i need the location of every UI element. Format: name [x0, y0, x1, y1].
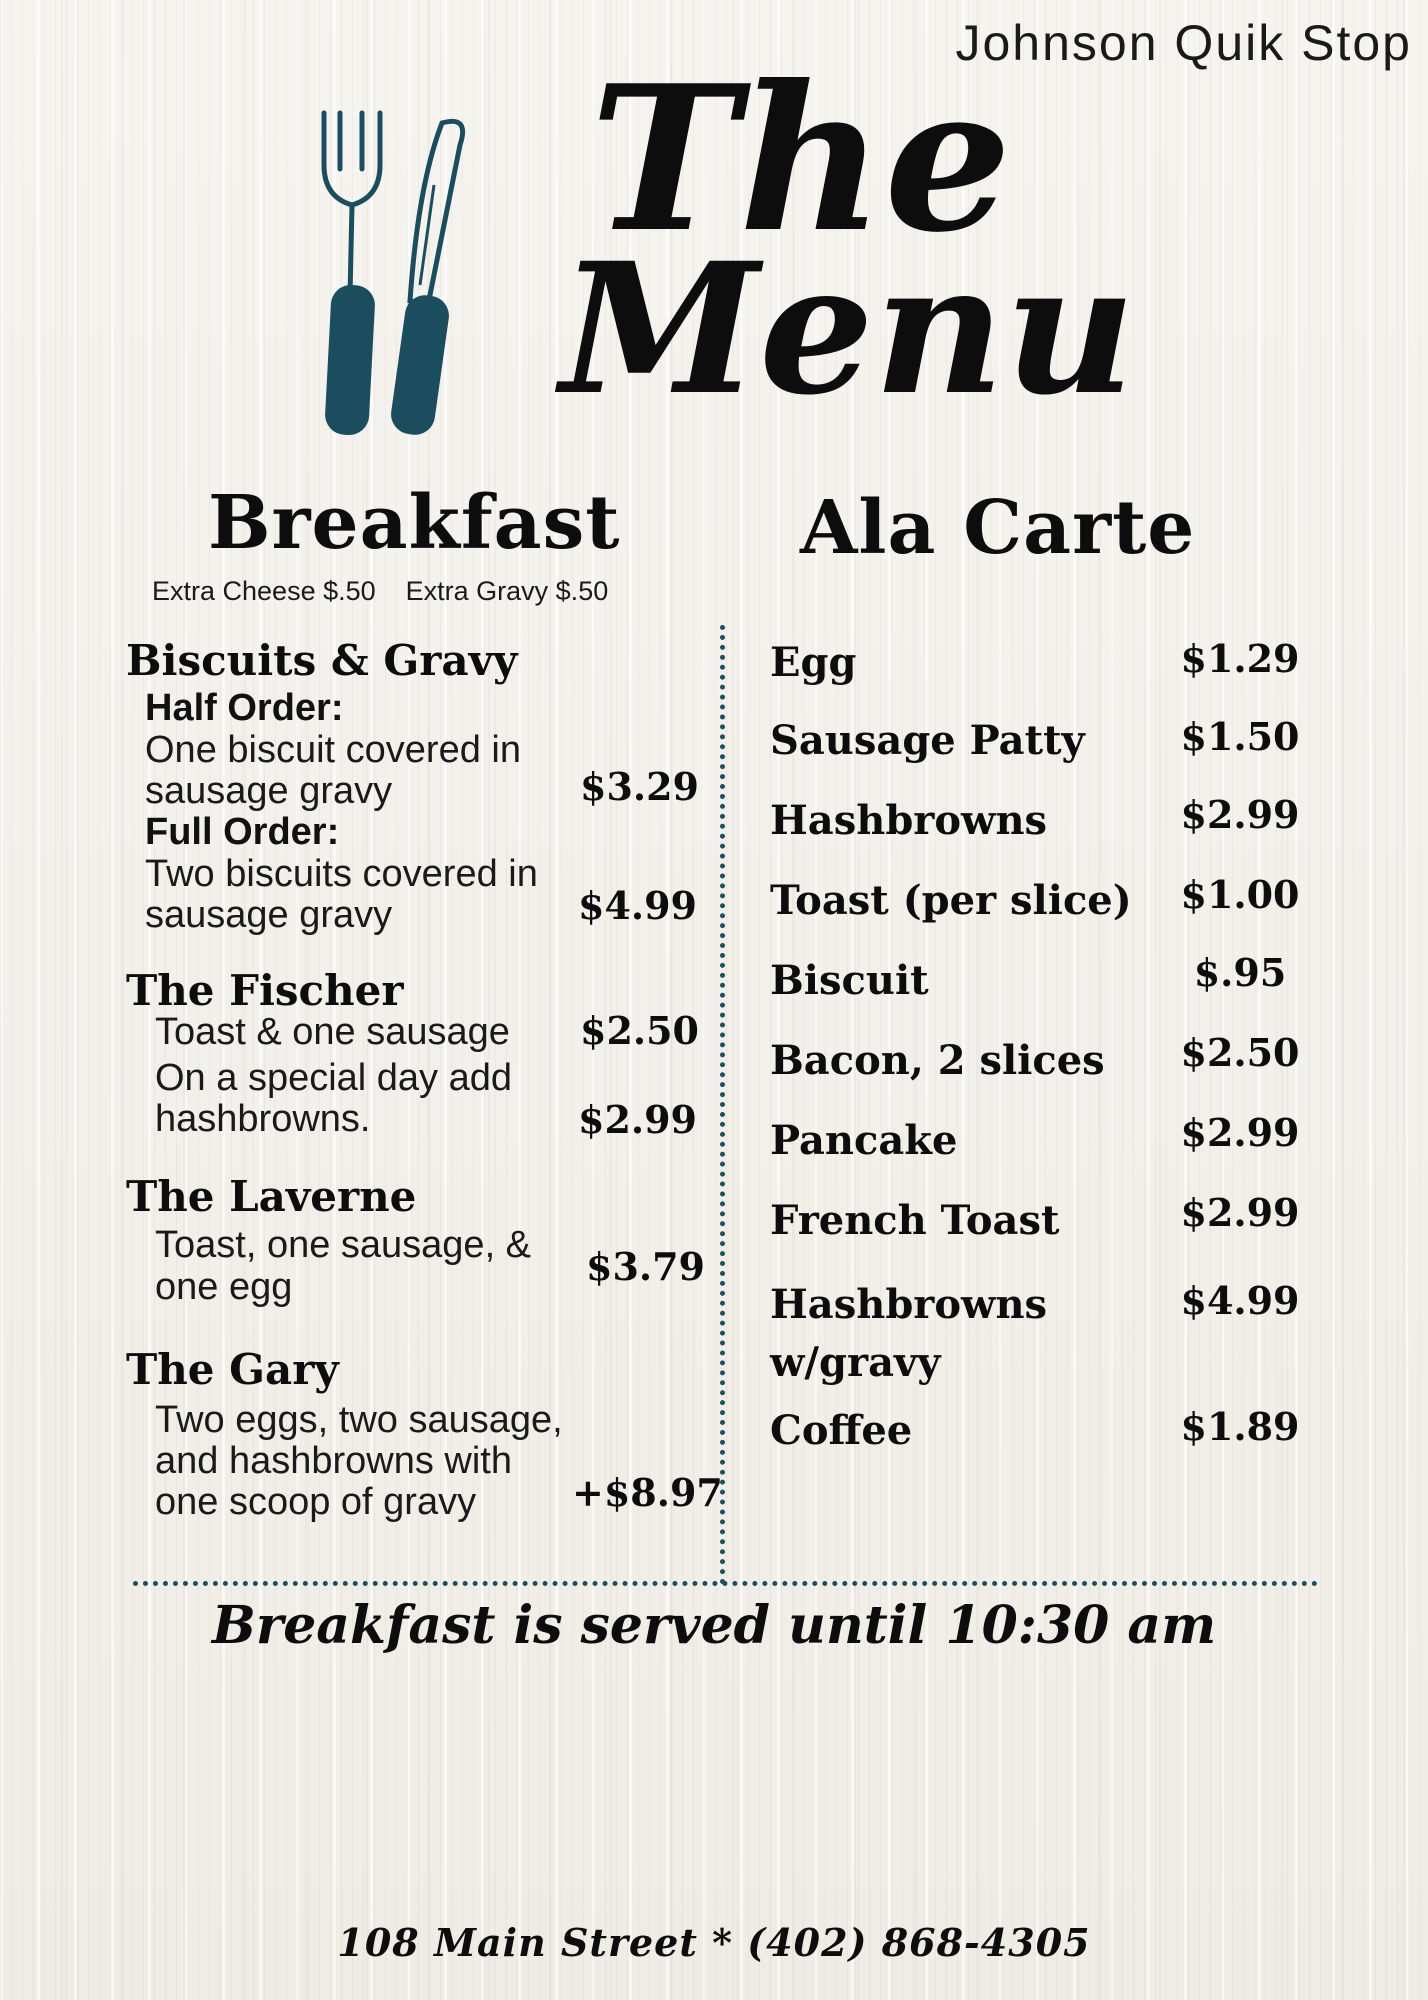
half-order-label: Half Order: — [145, 687, 344, 729]
fischer-desc-1: Toast & one sausage — [155, 1011, 510, 1053]
ala-carte-item-name: French Toast — [770, 1197, 1060, 1244]
fischer-price-2: $2.99 — [578, 1097, 697, 1142]
fischer-title: The Fischer — [126, 966, 404, 1015]
ala-carte-item-name: Egg — [770, 639, 857, 686]
full-order-desc-2: sausage gravy — [145, 894, 393, 936]
laverne-title: The Laverne — [126, 1172, 417, 1221]
ala-carte-item-name: Sausage Patty — [770, 717, 1085, 764]
full-order-label: Full Order: — [145, 811, 340, 853]
address-phone-footer: 108 Main Street * (402) 868-4305 — [337, 1920, 1091, 1965]
full-order-desc-1: Two biscuits covered in — [145, 853, 538, 895]
fischer-desc-3: hashbrowns. — [155, 1098, 371, 1140]
fork-and-knife-icon — [300, 105, 480, 440]
biscuits-gravy-title: Biscuits & Gravy — [126, 636, 518, 685]
ala-carte-item-price: $1.00 — [1180, 872, 1300, 917]
ala-carte-item-price: $.95 — [1193, 950, 1287, 995]
section-divider — [133, 1581, 1318, 1586]
ala-carte-item-price: $1.50 — [1180, 714, 1300, 759]
ala-carte-heading: Ala Carte — [800, 485, 1196, 571]
laverne-desc-1: Toast, one sausage, & — [155, 1224, 532, 1266]
gary-desc-1: Two eggs, two sausage, — [155, 1399, 563, 1441]
ala-carte-item-name: Coffee — [770, 1407, 913, 1454]
ala-carte-item-price: $2.99 — [1180, 1110, 1300, 1155]
gary-title: The Gary — [126, 1345, 339, 1394]
laverne-desc-2: one egg — [155, 1266, 293, 1308]
ala-carte-item-price: $1.29 — [1180, 636, 1300, 681]
ala-carte-item-name: Biscuit — [770, 957, 929, 1004]
gary-desc-3: one scoop of gravy — [155, 1481, 477, 1523]
half-order-desc-2: sausage gravy — [145, 770, 393, 812]
ala-carte-item-name: Hashbrowns — [770, 797, 1048, 844]
fischer-desc-2: On a special day add — [155, 1057, 513, 1099]
gary-desc-2: and hashbrowns with — [155, 1440, 512, 1482]
ala-carte-item-price: $4.99 — [1180, 1278, 1300, 1323]
half-order-desc-1: One biscuit covered in — [145, 729, 521, 771]
ala-carte-item-price: $2.99 — [1180, 1190, 1300, 1235]
breakfast-hours-note: Breakfast is served until 10:30 am — [211, 1595, 1217, 1656]
extra-cheese-label: Extra Cheese $.50 — [152, 576, 376, 606]
ala-carte-item-name: Hashbrowns w/gravy — [770, 1281, 1048, 1386]
extra-gravy-label: Extra Gravy $.50 — [405, 576, 609, 606]
full-order-price: $4.99 — [578, 883, 697, 928]
menu-title-menu: Menu — [560, 224, 1136, 435]
half-order-price: $3.29 — [580, 764, 699, 809]
breakfast-heading: Breakfast — [208, 480, 621, 566]
breakfast-extras — [152, 576, 638, 607]
ala-carte-item-price: $2.50 — [1180, 1030, 1300, 1075]
laverne-price: $3.79 — [586, 1244, 705, 1289]
ala-carte-item-name: Pancake — [770, 1117, 958, 1164]
column-divider — [720, 625, 725, 1585]
menu-title-the: The — [590, 42, 1012, 277]
fischer-price-1: $2.50 — [580, 1008, 699, 1053]
ala-carte-item-name: Toast (per slice) — [770, 877, 1132, 924]
gary-price: +$8.97 — [572, 1470, 723, 1515]
ala-carte-item-price: $1.89 — [1180, 1404, 1300, 1449]
ala-carte-item-price: $2.99 — [1180, 792, 1300, 837]
store-name: Johnson Quik Stop — [955, 15, 1412, 71]
ala-carte-item-name: Bacon, 2 slices — [770, 1037, 1105, 1084]
